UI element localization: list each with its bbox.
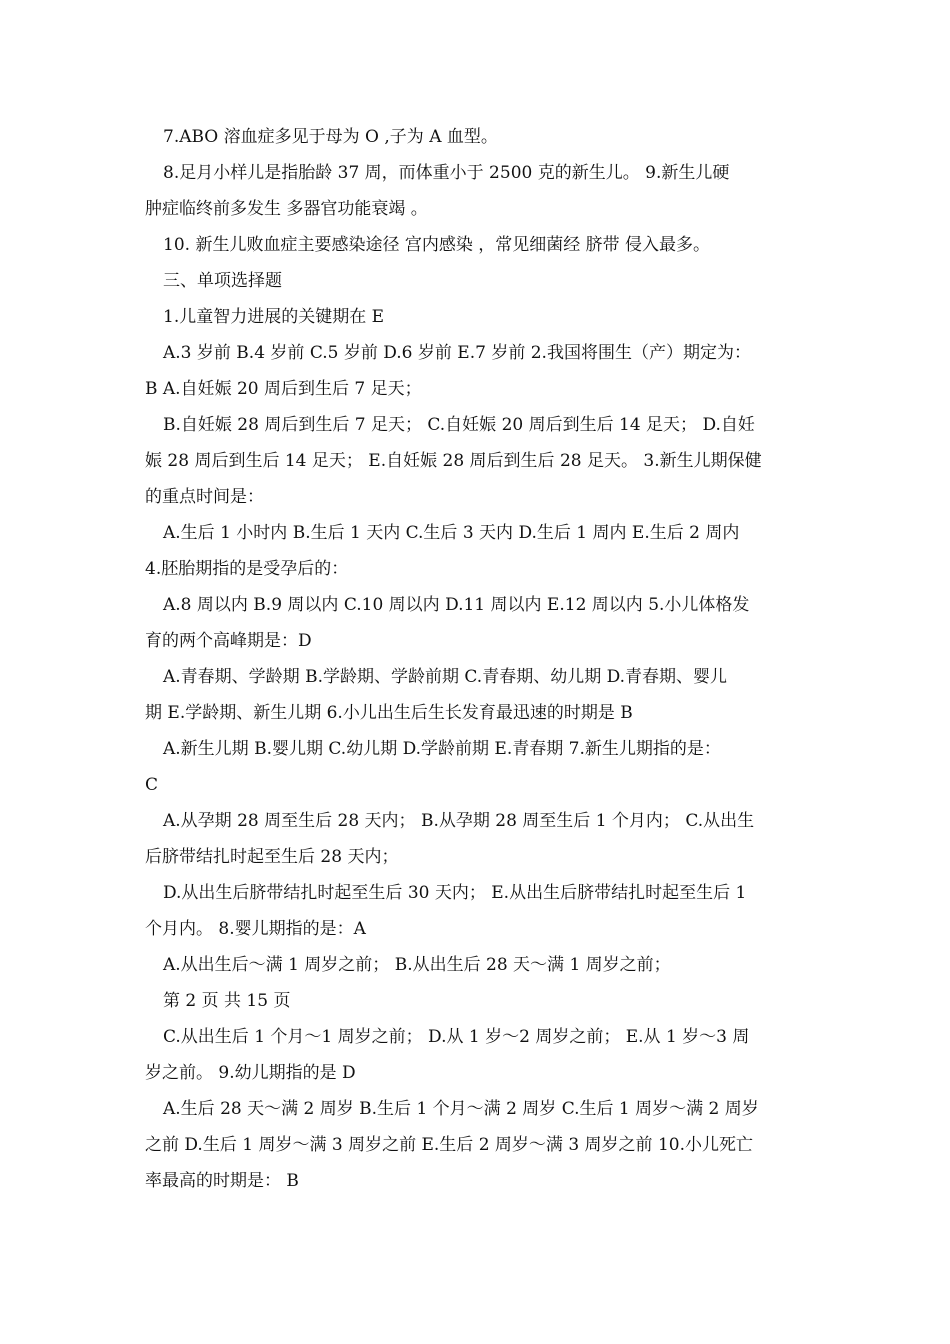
text-line: B.自妊娠 28 周后到生后 7 足天； C.自妊娠 20 周后到生后 14 足天； D.自妊 [163, 415, 755, 435]
text-line: 个月内。 8.婴儿期指的是：A [145, 919, 366, 939]
text-line: C [145, 775, 159, 795]
text-line: 1.儿童智力进展的关键期在 E [163, 307, 385, 327]
text-line: 率最高的时期是： B [145, 1171, 299, 1191]
text-line: 8.足月小样儿是指胎龄 37 周，而体重小于 2500 克的新生儿。 9.新生儿硬 [163, 163, 730, 183]
text-line: A.从出生后～满 1 周岁之前； B.从出生后 28 天～满 1 周岁之前； [163, 955, 671, 975]
text-line: 期 E.学龄期、新生儿期 6.小儿出生后生长发育最迅速的时期是 B [145, 703, 633, 723]
text-line: 育的两个高峰期是：D [145, 631, 312, 651]
text-line: A.青春期、学龄期 B.学龄期、学龄前期 C.青春期、幼儿期 D.青春期、婴儿 [163, 667, 728, 687]
text-line: C.从出生后 1 个月～1 周岁之前； D.从 1 岁～2 周岁之前； E.从 1 岁～3 周 [163, 1027, 750, 1047]
text-line: 4.胚胎期指的是受孕后的： [145, 559, 349, 579]
text-line: 第 2 页 共 15 页 [163, 991, 291, 1011]
document-body [145, 119, 810, 1199]
text-line: B A.自妊娠 20 周后到生后 7 足天； [145, 379, 422, 399]
text-line: 岁之前。 9.幼儿期指的是 D [145, 1063, 356, 1083]
text-line: A.从孕期 28 周至生后 28 天内； B.从孕期 28 周至生后 1 个月内； C.从出生 [163, 811, 755, 831]
text-line: 10. 新生儿败血症主要感染途径 宫内感染 ，常见细菌经 脐带 侵入最多。 [163, 235, 711, 255]
text-line: 三、单项选择题 [163, 271, 282, 291]
text-line: 7.ABO 溶血症多见于母为 O ,子为 A 血型。 [163, 127, 498, 147]
text-line: A.8 周以内 B.9 周以内 C.10 周以内 D.11 周以内 E.12 周以内 5.小儿体格发 [163, 595, 750, 615]
text-line: D.从出生后脐带结扎时起至生后 30 天内； E.从出生后脐带结扎时起至生后 1 [163, 883, 747, 903]
text-line: 的重点时间是： [145, 487, 264, 507]
text-line: 肿症临终前多发生 多器官功能衰竭 。 [145, 199, 428, 219]
text-line: A.生后 28 天～满 2 周岁 B.生后 1 个月～满 2 周岁 C.生后 1 周岁～满 2 周岁 [163, 1099, 759, 1119]
text-line: 后脐带结扎时起至生后 28 天内； [145, 847, 399, 867]
text-line: 娠 28 周后到生后 14 足天； E.自妊娠 28 周后到生后 28 足天。 3.新生儿期保健 [145, 451, 762, 471]
text-line: A.3 岁前 B.4 岁前 C.5 岁前 D.6 岁前 E.7 岁前 2.我国将围生（产）期定为： [163, 343, 751, 363]
text-line: A.生后 1 小时内 B.生后 1 天内 C.生后 3 天内 D.生后 1 周内 E.生后 2 周内 [163, 523, 740, 543]
text-line: A.新生儿期 B.婴儿期 C.幼儿期 D.学龄前期 E.青春期 7.新生儿期指的是： [163, 739, 721, 759]
text-line: 之前 D.生后 1 周岁～满 3 周岁之前 E.生后 2 周岁～满 3 周岁之前 10.小儿死亡 [145, 1135, 753, 1155]
